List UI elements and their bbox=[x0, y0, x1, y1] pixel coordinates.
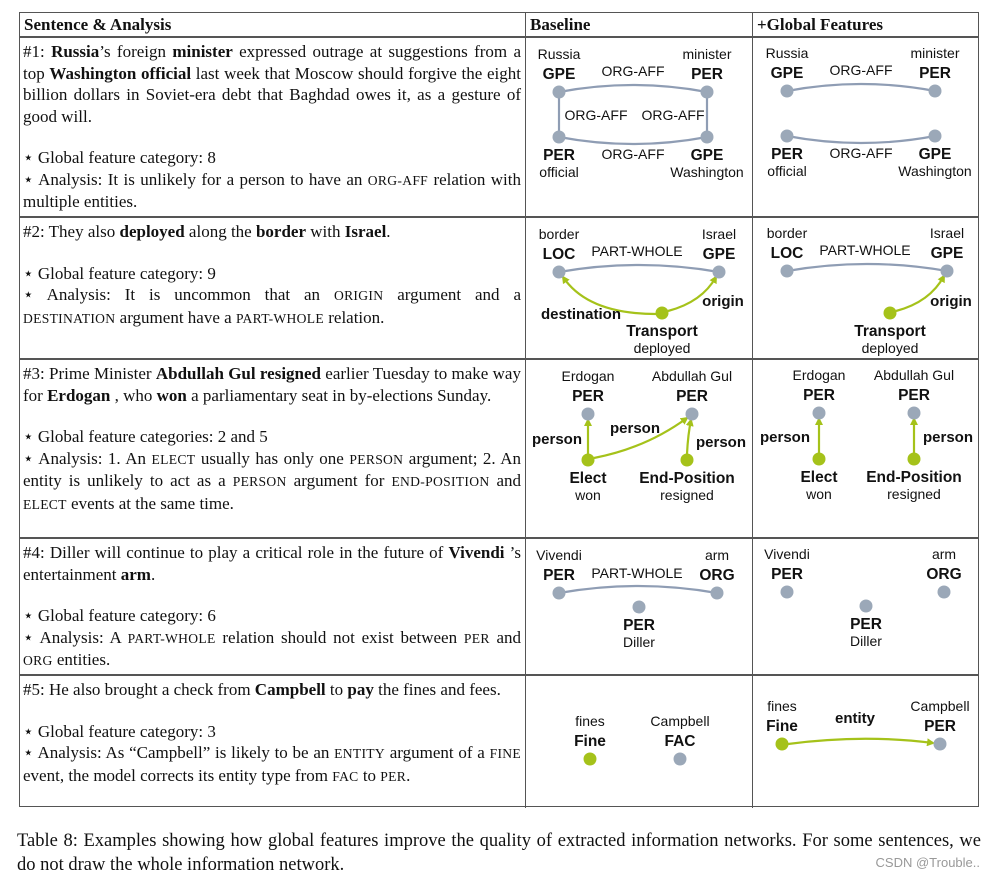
global-network-cell bbox=[753, 360, 979, 537]
node-word: Erdogan bbox=[792, 367, 846, 383]
small-caps-term: ELECT bbox=[23, 496, 67, 512]
event-node bbox=[582, 454, 595, 467]
argument-label: person bbox=[531, 431, 583, 448]
text-segment: to bbox=[325, 680, 348, 699]
node-word: Diller bbox=[850, 633, 882, 649]
information-network-diagram bbox=[526, 676, 753, 809]
node-type: PER bbox=[898, 387, 930, 404]
relation-edge bbox=[559, 85, 707, 92]
node-word: Washington bbox=[898, 163, 972, 179]
entity-node bbox=[813, 407, 826, 420]
entity-node bbox=[934, 738, 947, 751]
argument-label: person bbox=[609, 420, 661, 437]
analysis bbox=[23, 448, 521, 516]
information-network-diagram bbox=[753, 360, 980, 539]
node-word: official bbox=[539, 164, 579, 180]
node-type: GPE bbox=[918, 146, 952, 163]
example-row bbox=[20, 37, 978, 217]
text-segment: event, the model corrects its entity type from bbox=[23, 765, 333, 785]
node-word: Russia bbox=[765, 45, 809, 61]
small-caps-term: PER bbox=[463, 630, 490, 646]
node-word: arm bbox=[931, 546, 957, 562]
text-segment: with bbox=[306, 222, 345, 241]
sentence-analysis-cell bbox=[20, 38, 526, 216]
argument-arrow bbox=[687, 420, 691, 454]
entity-node bbox=[781, 85, 794, 98]
sentence-analysis-cell bbox=[20, 539, 526, 674]
small-caps-term: PERSON bbox=[232, 474, 287, 489]
entity-node bbox=[908, 407, 921, 420]
entity-node bbox=[553, 131, 566, 144]
node-type: FAC bbox=[664, 733, 696, 750]
text-segment: along the bbox=[184, 222, 256, 241]
text-segment: #3: Prime Minister bbox=[23, 364, 156, 383]
information-network-diagram bbox=[526, 360, 753, 539]
relation-label: PART-WHOLE bbox=[591, 565, 683, 581]
entity-node bbox=[781, 586, 794, 599]
node-type: Elect bbox=[800, 469, 838, 486]
text-segment: #4: Diller will continue to play a critical role in the future of bbox=[23, 543, 449, 562]
node-type: Transport bbox=[854, 323, 926, 340]
node-word: Diller bbox=[623, 634, 655, 650]
global-feature-category: ⋆ Global feature categories: 2 and 5 bbox=[23, 427, 268, 446]
information-network-diagram bbox=[526, 539, 753, 676]
entity-node bbox=[781, 265, 794, 278]
global-feature-category: ⋆ Global feature category: 3 bbox=[23, 721, 216, 741]
event-node bbox=[884, 307, 897, 320]
text-segment: . bbox=[150, 564, 156, 584]
node-word: Washington bbox=[670, 164, 744, 180]
information-network-diagram bbox=[753, 539, 980, 676]
baseline-network-cell bbox=[526, 38, 753, 216]
header-global-features: +Global Features bbox=[757, 15, 884, 34]
global-feature-category: ⋆ Global feature category: 8 bbox=[23, 148, 216, 167]
highlighted-word: Washington official bbox=[49, 63, 192, 83]
header-sentence-analysis: Sentence & Analysis bbox=[20, 13, 526, 36]
small-caps-term: FINE bbox=[489, 746, 521, 761]
baseline-network-cell bbox=[526, 539, 753, 674]
node-type: PER bbox=[803, 387, 835, 404]
argument-label: person bbox=[695, 434, 747, 451]
event-node bbox=[908, 453, 921, 466]
sentence-analysis-cell bbox=[20, 360, 526, 537]
highlighted-word: Campbell bbox=[254, 680, 326, 699]
example-row bbox=[20, 359, 978, 538]
entity-node bbox=[701, 131, 714, 144]
example-sentence bbox=[23, 679, 521, 701]
example-row bbox=[20, 217, 978, 359]
global-feature-category: ⋆ Global feature category: 6 bbox=[23, 606, 216, 625]
text-segment: to bbox=[358, 765, 381, 785]
example-row bbox=[20, 675, 978, 808]
example-sentence bbox=[23, 41, 521, 127]
relation-edge bbox=[559, 586, 717, 593]
node-word: Erdogan bbox=[561, 368, 615, 384]
sentence-analysis-cell bbox=[20, 218, 526, 358]
text-segment: and bbox=[489, 627, 521, 647]
event-node bbox=[776, 738, 789, 751]
information-network-diagram bbox=[753, 38, 980, 218]
text-segment: argument for bbox=[286, 471, 392, 490]
node-type: PER bbox=[543, 567, 575, 584]
analysis bbox=[23, 284, 521, 329]
node-type: Transport bbox=[626, 323, 698, 340]
entity-node bbox=[711, 587, 724, 600]
node-word: Abdullah Gul bbox=[651, 368, 733, 384]
argument-arrow bbox=[788, 739, 933, 744]
node-type: PER bbox=[543, 147, 575, 164]
text-segment: ⋆ Analysis: It is unlikely for a person to have an bbox=[23, 169, 368, 189]
node-word: Vivendi bbox=[536, 547, 582, 563]
entity-node bbox=[674, 753, 687, 766]
text-segment: #5: He also brought a check from bbox=[23, 680, 255, 699]
node-type: PER bbox=[691, 66, 723, 83]
entity-node bbox=[713, 266, 726, 279]
node-word: resigned bbox=[660, 487, 714, 503]
entity-node bbox=[553, 266, 566, 279]
example-sentence bbox=[23, 542, 521, 585]
analysis bbox=[23, 169, 521, 213]
relation-edge bbox=[559, 137, 707, 144]
node-word: arm bbox=[704, 547, 730, 563]
baseline-network-cell bbox=[526, 218, 753, 358]
node-word: resigned bbox=[887, 486, 941, 502]
node-word: fines bbox=[575, 713, 605, 729]
information-network-diagram bbox=[526, 218, 753, 360]
node-type: GPE bbox=[702, 246, 736, 263]
text-segment: expressed outrage at suggestions from a top bbox=[23, 42, 521, 83]
entity-node bbox=[938, 586, 951, 599]
example-row bbox=[20, 538, 978, 675]
small-caps-term: ELECT bbox=[151, 451, 196, 467]
node-type: GPE bbox=[542, 66, 576, 83]
highlighted-word: won bbox=[156, 385, 187, 405]
entity-node bbox=[686, 408, 699, 421]
node-word: Abdullah Gul bbox=[873, 367, 955, 383]
text-segment: ⋆ Analysis: It is uncommon that an bbox=[23, 285, 334, 304]
argument-label: destination bbox=[540, 306, 622, 323]
text-segment: argument and a bbox=[383, 285, 521, 304]
node-type: PER bbox=[924, 718, 956, 735]
node-word: official bbox=[767, 163, 807, 179]
text-segment: ⋆ Analysis: A bbox=[23, 627, 128, 647]
small-caps-term: ENTITY bbox=[334, 746, 385, 761]
event-node bbox=[584, 753, 597, 766]
node-word: Russia bbox=[537, 46, 581, 62]
baseline-network-cell bbox=[526, 360, 753, 537]
text-segment: #1: bbox=[23, 42, 52, 61]
node-word: Israel bbox=[701, 226, 737, 242]
text-segment: relation with multiple entities. bbox=[23, 169, 521, 211]
argument-label: person bbox=[922, 429, 974, 446]
text-segment: ⋆ Analysis: As “Campbell” is likely to be an bbox=[23, 743, 335, 762]
global-network-cell bbox=[753, 218, 979, 358]
argument-label: origin bbox=[702, 293, 744, 310]
relation-label: ORG-AFF bbox=[564, 107, 628, 123]
sentence-analysis-cell bbox=[20, 676, 526, 808]
highlighted-word: Russia bbox=[51, 42, 100, 61]
node-word: fines bbox=[767, 698, 797, 714]
node-type: GPE bbox=[930, 245, 964, 262]
text-segment: . bbox=[386, 222, 391, 241]
argument-label: entity bbox=[834, 710, 876, 727]
text-segment: the fines and fees. bbox=[373, 680, 501, 699]
entity-node bbox=[929, 85, 942, 98]
entity-node bbox=[701, 86, 714, 99]
text-segment: and bbox=[489, 471, 522, 490]
node-type: ORG bbox=[926, 566, 962, 583]
node-type: PER bbox=[919, 65, 951, 82]
relation-label: ORG-AFF bbox=[829, 145, 893, 161]
example-sentence bbox=[23, 221, 521, 243]
relation-edge bbox=[787, 264, 947, 271]
small-caps-term: ORIGIN bbox=[333, 288, 384, 303]
argument-label: origin bbox=[930, 293, 972, 310]
analysis bbox=[23, 742, 521, 787]
node-type: LOC bbox=[770, 245, 804, 262]
small-caps-term: ORG-AFF bbox=[367, 172, 429, 188]
examples-table bbox=[19, 12, 979, 807]
text-segment: last week that Moscow should forgive the eight billion dollars in Soviet-era debt that Baghdad owes it, as a gesture of good will. bbox=[23, 63, 521, 126]
highlighted-word: border bbox=[255, 222, 307, 241]
text-segment: ⋆ Analysis: 1. An bbox=[23, 448, 152, 468]
node-word: Campbell bbox=[650, 713, 710, 729]
text-segment: #2: They also bbox=[23, 222, 120, 241]
node-type: ORG bbox=[699, 567, 735, 584]
text-segment: argument; 2. An entity is unlikely to act as a bbox=[23, 448, 521, 490]
entity-node bbox=[929, 130, 942, 143]
header-baseline: Baseline bbox=[526, 13, 753, 36]
node-word: border bbox=[766, 225, 808, 241]
information-network-diagram bbox=[526, 38, 753, 218]
node-type: LOC bbox=[542, 246, 576, 263]
entity-node bbox=[860, 600, 873, 613]
node-type: Elect bbox=[569, 470, 607, 487]
node-word: deployed bbox=[861, 340, 919, 356]
text-segment: relation. bbox=[323, 307, 385, 327]
node-type: GPE bbox=[690, 147, 724, 164]
relation-edge bbox=[787, 136, 935, 143]
node-type: PER bbox=[572, 388, 604, 405]
event-node bbox=[681, 454, 694, 467]
entity-node bbox=[941, 265, 954, 278]
watermark: CSDN @Trouble.. bbox=[875, 855, 980, 870]
relation-label: PART-WHOLE bbox=[591, 243, 683, 259]
node-type: Fine bbox=[574, 733, 606, 750]
small-caps-term: PART-WHOLE bbox=[235, 310, 324, 326]
information-network-diagram bbox=[753, 218, 980, 360]
text-segment: argument have a bbox=[115, 307, 236, 327]
highlighted-word: pay bbox=[347, 680, 374, 699]
highlighted-word: deployed bbox=[119, 222, 185, 241]
global-network-cell bbox=[753, 539, 979, 674]
node-type: PER bbox=[771, 146, 803, 163]
small-caps-term: ORG bbox=[23, 653, 53, 668]
text-segment: usually has only one bbox=[195, 448, 350, 468]
node-type: PER bbox=[771, 566, 803, 583]
event-node bbox=[813, 453, 826, 466]
text-segment: ’s entertainment bbox=[23, 543, 522, 584]
small-caps-term: PERSON bbox=[349, 451, 404, 467]
node-type: PER bbox=[676, 388, 708, 405]
global-network-cell bbox=[753, 38, 979, 216]
text-segment: ’s foreign bbox=[99, 42, 173, 61]
relation-label: ORG-AFF bbox=[601, 63, 665, 79]
text-segment: , who bbox=[110, 385, 157, 405]
entity-node bbox=[553, 86, 566, 99]
global-network-cell bbox=[753, 676, 979, 808]
information-network-diagram bbox=[753, 676, 980, 809]
node-word: minister bbox=[910, 45, 960, 61]
highlighted-word: Israel bbox=[344, 222, 387, 241]
node-word: won bbox=[575, 487, 601, 503]
node-word: Israel bbox=[929, 225, 965, 241]
event-node bbox=[656, 307, 669, 320]
relation-label: ORG-AFF bbox=[829, 62, 893, 78]
node-word: won bbox=[806, 486, 832, 502]
analysis bbox=[23, 627, 521, 672]
node-type: Fine bbox=[766, 718, 798, 735]
text-segment: argument of a bbox=[385, 743, 490, 762]
text-segment: . bbox=[406, 765, 411, 785]
text-segment: earlier Tuesday to make way for bbox=[23, 364, 521, 405]
node-type: End-Position bbox=[639, 470, 735, 487]
highlighted-word: Erdogan bbox=[47, 385, 111, 405]
entity-node bbox=[582, 408, 595, 421]
entity-node bbox=[553, 587, 566, 600]
highlighted-word: Abdullah Gul resigned bbox=[155, 364, 321, 383]
highlighted-word: minister bbox=[172, 42, 233, 61]
node-type: PER bbox=[623, 617, 655, 634]
example-sentence bbox=[23, 363, 521, 406]
relation-label: PART-WHOLE bbox=[819, 242, 911, 258]
text-segment: events at the same time. bbox=[66, 493, 234, 513]
table-header-row bbox=[20, 13, 978, 37]
node-type: PER bbox=[850, 616, 882, 633]
relation-edge bbox=[559, 265, 719, 272]
node-type: End-Position bbox=[866, 469, 962, 486]
small-caps-term: END-POSITION bbox=[391, 474, 490, 489]
node-word: border bbox=[538, 226, 580, 242]
text-segment: relation should not exist between bbox=[215, 627, 464, 647]
entity-node bbox=[781, 130, 794, 143]
node-word: Campbell bbox=[910, 698, 970, 714]
node-type: GPE bbox=[770, 65, 804, 82]
text-segment: entities. bbox=[52, 650, 111, 669]
table-caption: Table 8: Examples showing how global features improve the quality of extracted information networks. For some sentences, we do not draw the whole information network. bbox=[17, 831, 981, 875]
relation-edge bbox=[787, 84, 935, 91]
relation-label: ORG-AFF bbox=[641, 107, 705, 123]
node-word: Vivendi bbox=[764, 546, 810, 562]
highlighted-word: arm bbox=[120, 564, 151, 584]
highlighted-word: Vivendi bbox=[448, 543, 505, 562]
global-feature-category: ⋆ Global feature category: 9 bbox=[23, 263, 216, 283]
small-caps-term: PER bbox=[380, 768, 407, 784]
small-caps-term: DESTINATION bbox=[23, 310, 116, 326]
small-caps-term: PART-WHOLE bbox=[127, 630, 216, 646]
entity-node bbox=[633, 601, 646, 614]
argument-label: person bbox=[759, 429, 811, 446]
node-word: minister bbox=[682, 46, 732, 62]
small-caps-term: FAC bbox=[332, 768, 359, 784]
relation-label: ORG-AFF bbox=[601, 146, 665, 162]
node-word: deployed bbox=[633, 340, 691, 356]
text-segment: a parliamentary seat in by-elections Sunday. bbox=[186, 385, 492, 405]
baseline-network-cell bbox=[526, 676, 753, 808]
